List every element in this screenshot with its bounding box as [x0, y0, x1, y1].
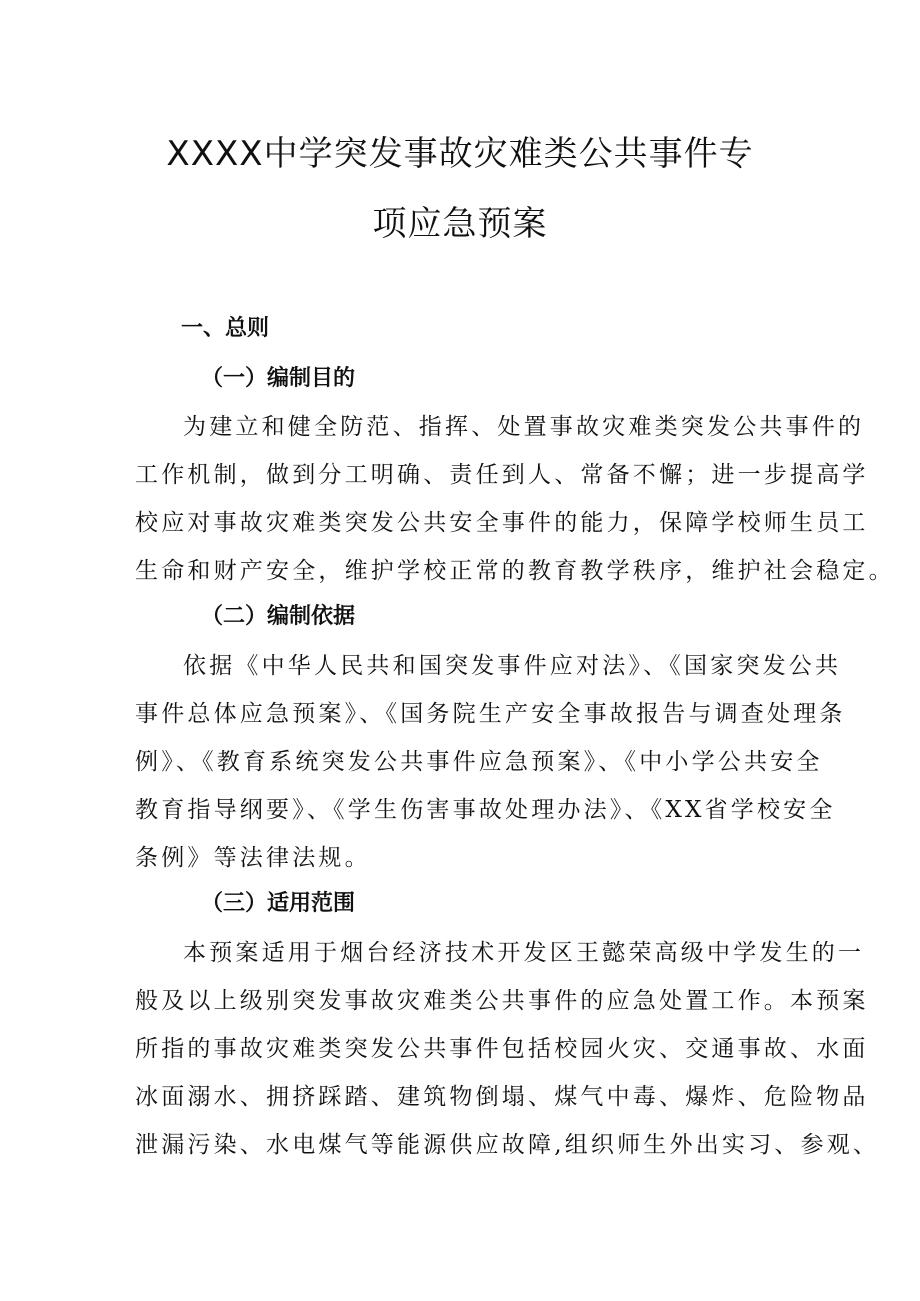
paragraph-line: 工作机制，做到分工明确、责任到人、常备不懈；进一步提高学 — [135, 462, 869, 488]
paragraph-line: 事件总体应急预案》、《国务院生产安全事故报告与调查处理条 — [135, 701, 846, 727]
paragraph-line: 条例》等法律法规。 — [135, 845, 371, 871]
paragraph-line: 依据《中华人民共和国突发事件应对法》、《国家突发公共 — [183, 653, 842, 679]
paragraph-line: 泄漏污染、水电煤气等能源供应故障,组织师生外出实习、参观、 — [135, 1132, 880, 1158]
paragraph-line: 生命和财产安全，维护学校正常的教育教学秩序，维护社会稳定。 — [135, 558, 895, 584]
paragraph-line: 本预案适用于烟台经济技术开发区王懿荣高级中学发生的一 — [183, 940, 865, 966]
subsection-heading-scope: （三）适用范围 — [201, 891, 356, 916]
paragraph-line: 教育指导纲要》、《学生伤害事故处理办法》、《XX省学校安全 — [135, 797, 836, 823]
paragraph-line: 为建立和健全防范、指挥、处置事故灾难类突发公共事件的 — [183, 414, 865, 440]
document-title-line-1: XXXX中学突发事故灾难类公共事件专 — [166, 134, 754, 174]
section-heading-general: 一、总则 — [181, 316, 270, 341]
subsection-heading-purpose: （一）编制目的 — [201, 366, 356, 391]
paragraph-line: 冰面溺水、拥挤踩踏、建筑物倒塌、煤气中毒、爆炸、危险物品 — [135, 1084, 869, 1110]
paragraph-line: 校应对事故灾难类突发公共安全事件的能力，保障学校师生员工 — [135, 510, 869, 536]
subsection-heading-basis: （二）编制依据 — [201, 604, 356, 629]
paragraph-line: 般及以上级别突发事故灾难类公共事件的应急处置工作。本预案 — [135, 988, 869, 1014]
paragraph-line: 所指的事故灾难类突发公共事件包括校园火灾、交通事故、水面 — [135, 1036, 869, 1062]
paragraph-line: 例》、《教育系统突发公共事件应急预案》、《中小学公共安全 — [135, 749, 823, 775]
document-title-line-2: 项应急预案 — [372, 204, 548, 244]
